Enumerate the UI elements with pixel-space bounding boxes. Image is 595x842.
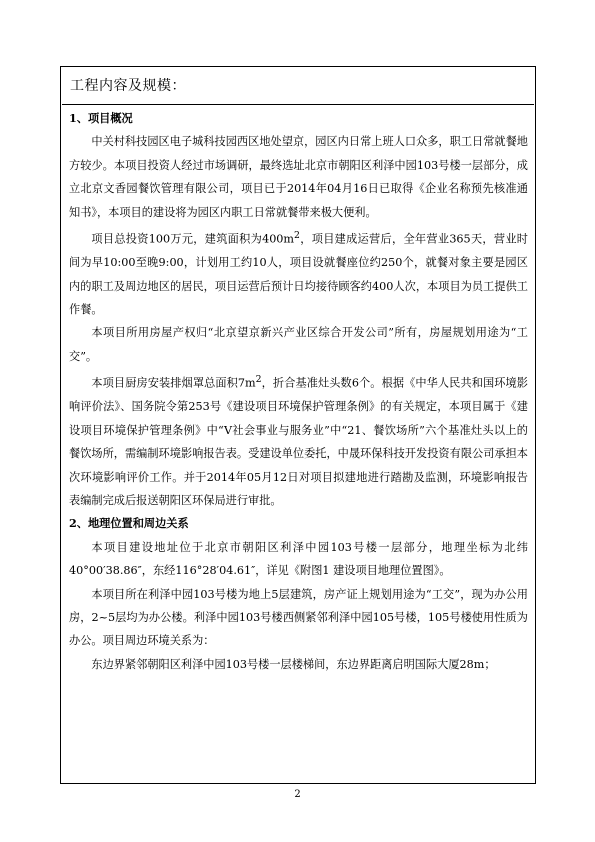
paragraph-kitchen bbox=[69, 368, 528, 512]
area-superscript: 2 bbox=[294, 230, 300, 242]
investment-text-b: ，项目建成运营后，全年营业365天，营业时间为早10:00至晚9:00，计划用工约10人，项目设就餐座位约250个，就餐对象主要是园区内的职工及周边地区的居民，项目运营后预计日均接待顾客约400人次，本项目为员工提供工作餐。 bbox=[69, 232, 528, 316]
section-title: 工程内容及规模： bbox=[62, 67, 534, 105]
kitchen-text-a: 本项目厨房安装排烟罩总面积7m bbox=[91, 376, 256, 390]
kitchen-text-b: ，折合基准灶头数6个。根据《中华人民共和国环境影响评价法》、国务院令第253号《建设项目环境保护管理条例》的有关规定，本项目属于《建设项目环境保护管理条例》中“Ⅴ社会事业与服务业”中“21、餐饮场所”六个基准灶头以上的餐饮场所，需编制环境影响报告表。受建设单位委托，中晟环保科技开发投资有限公司承担本次环境影响评价工作。并于2014年05月12日对项目拟建地进行踏勘及监测，环境影响报告表编制完成后报送朝阳区环保局进行审批。 bbox=[69, 376, 528, 507]
heading-project-overview: 1、项目概况 bbox=[69, 111, 133, 125]
hood-superscript: 2 bbox=[255, 374, 262, 386]
investment-text-a: 项目总投资100万元，建筑面积为400m bbox=[91, 232, 295, 246]
paragraph-east-boundary: 东边界紧邻朝阳区利泽中园103号楼一层楼梯间，东边界距离启明国际大厦28m； bbox=[91, 657, 496, 671]
content-body bbox=[69, 107, 528, 676]
paragraph-address: 本项目建设地址位于北京市朝阳区利泽中园103号楼一层部分，地理坐标为北纬40°00′38.86″，东经116°28′04.61″，详见《附图1 建设项目地理位置图》。 bbox=[69, 540, 528, 578]
page-number: 2 bbox=[294, 789, 301, 800]
paragraph-property: 本项目所用房屋产权归“北京望京新兴产业区综合开发公司”所有，房屋规划用途为“工交”。 bbox=[69, 326, 528, 363]
content-frame bbox=[60, 66, 536, 784]
paragraph-building: 本项目所在利泽中园103号楼为地上5层建筑，房产证上规划用途为“工交”，现为办公用房，2~5层均为办公楼。利泽中园103号楼西侧紧邻利泽中园105号楼，105号楼使用性质为办公。项目周边环境关系为： bbox=[69, 587, 528, 648]
heading-location: 2、地理位置和周边关系 bbox=[69, 516, 189, 531]
paragraph-background: 中关村科技园区电子城科技园西区地处望京，园区内日常上班人口众多，职工日常就餐地方较少。本项目投资人经过市场调研，最终选址北京市朝阳区利泽中园103号楼一层部分，成立北京文香园餐饮管理有限公司，项目已于2014年04月16日已取得《企业名称预先核准通知书》，本项目的建设将为园区内职工日常就餐带来极大便利。 bbox=[69, 135, 528, 219]
paragraph-investment bbox=[69, 224, 528, 321]
